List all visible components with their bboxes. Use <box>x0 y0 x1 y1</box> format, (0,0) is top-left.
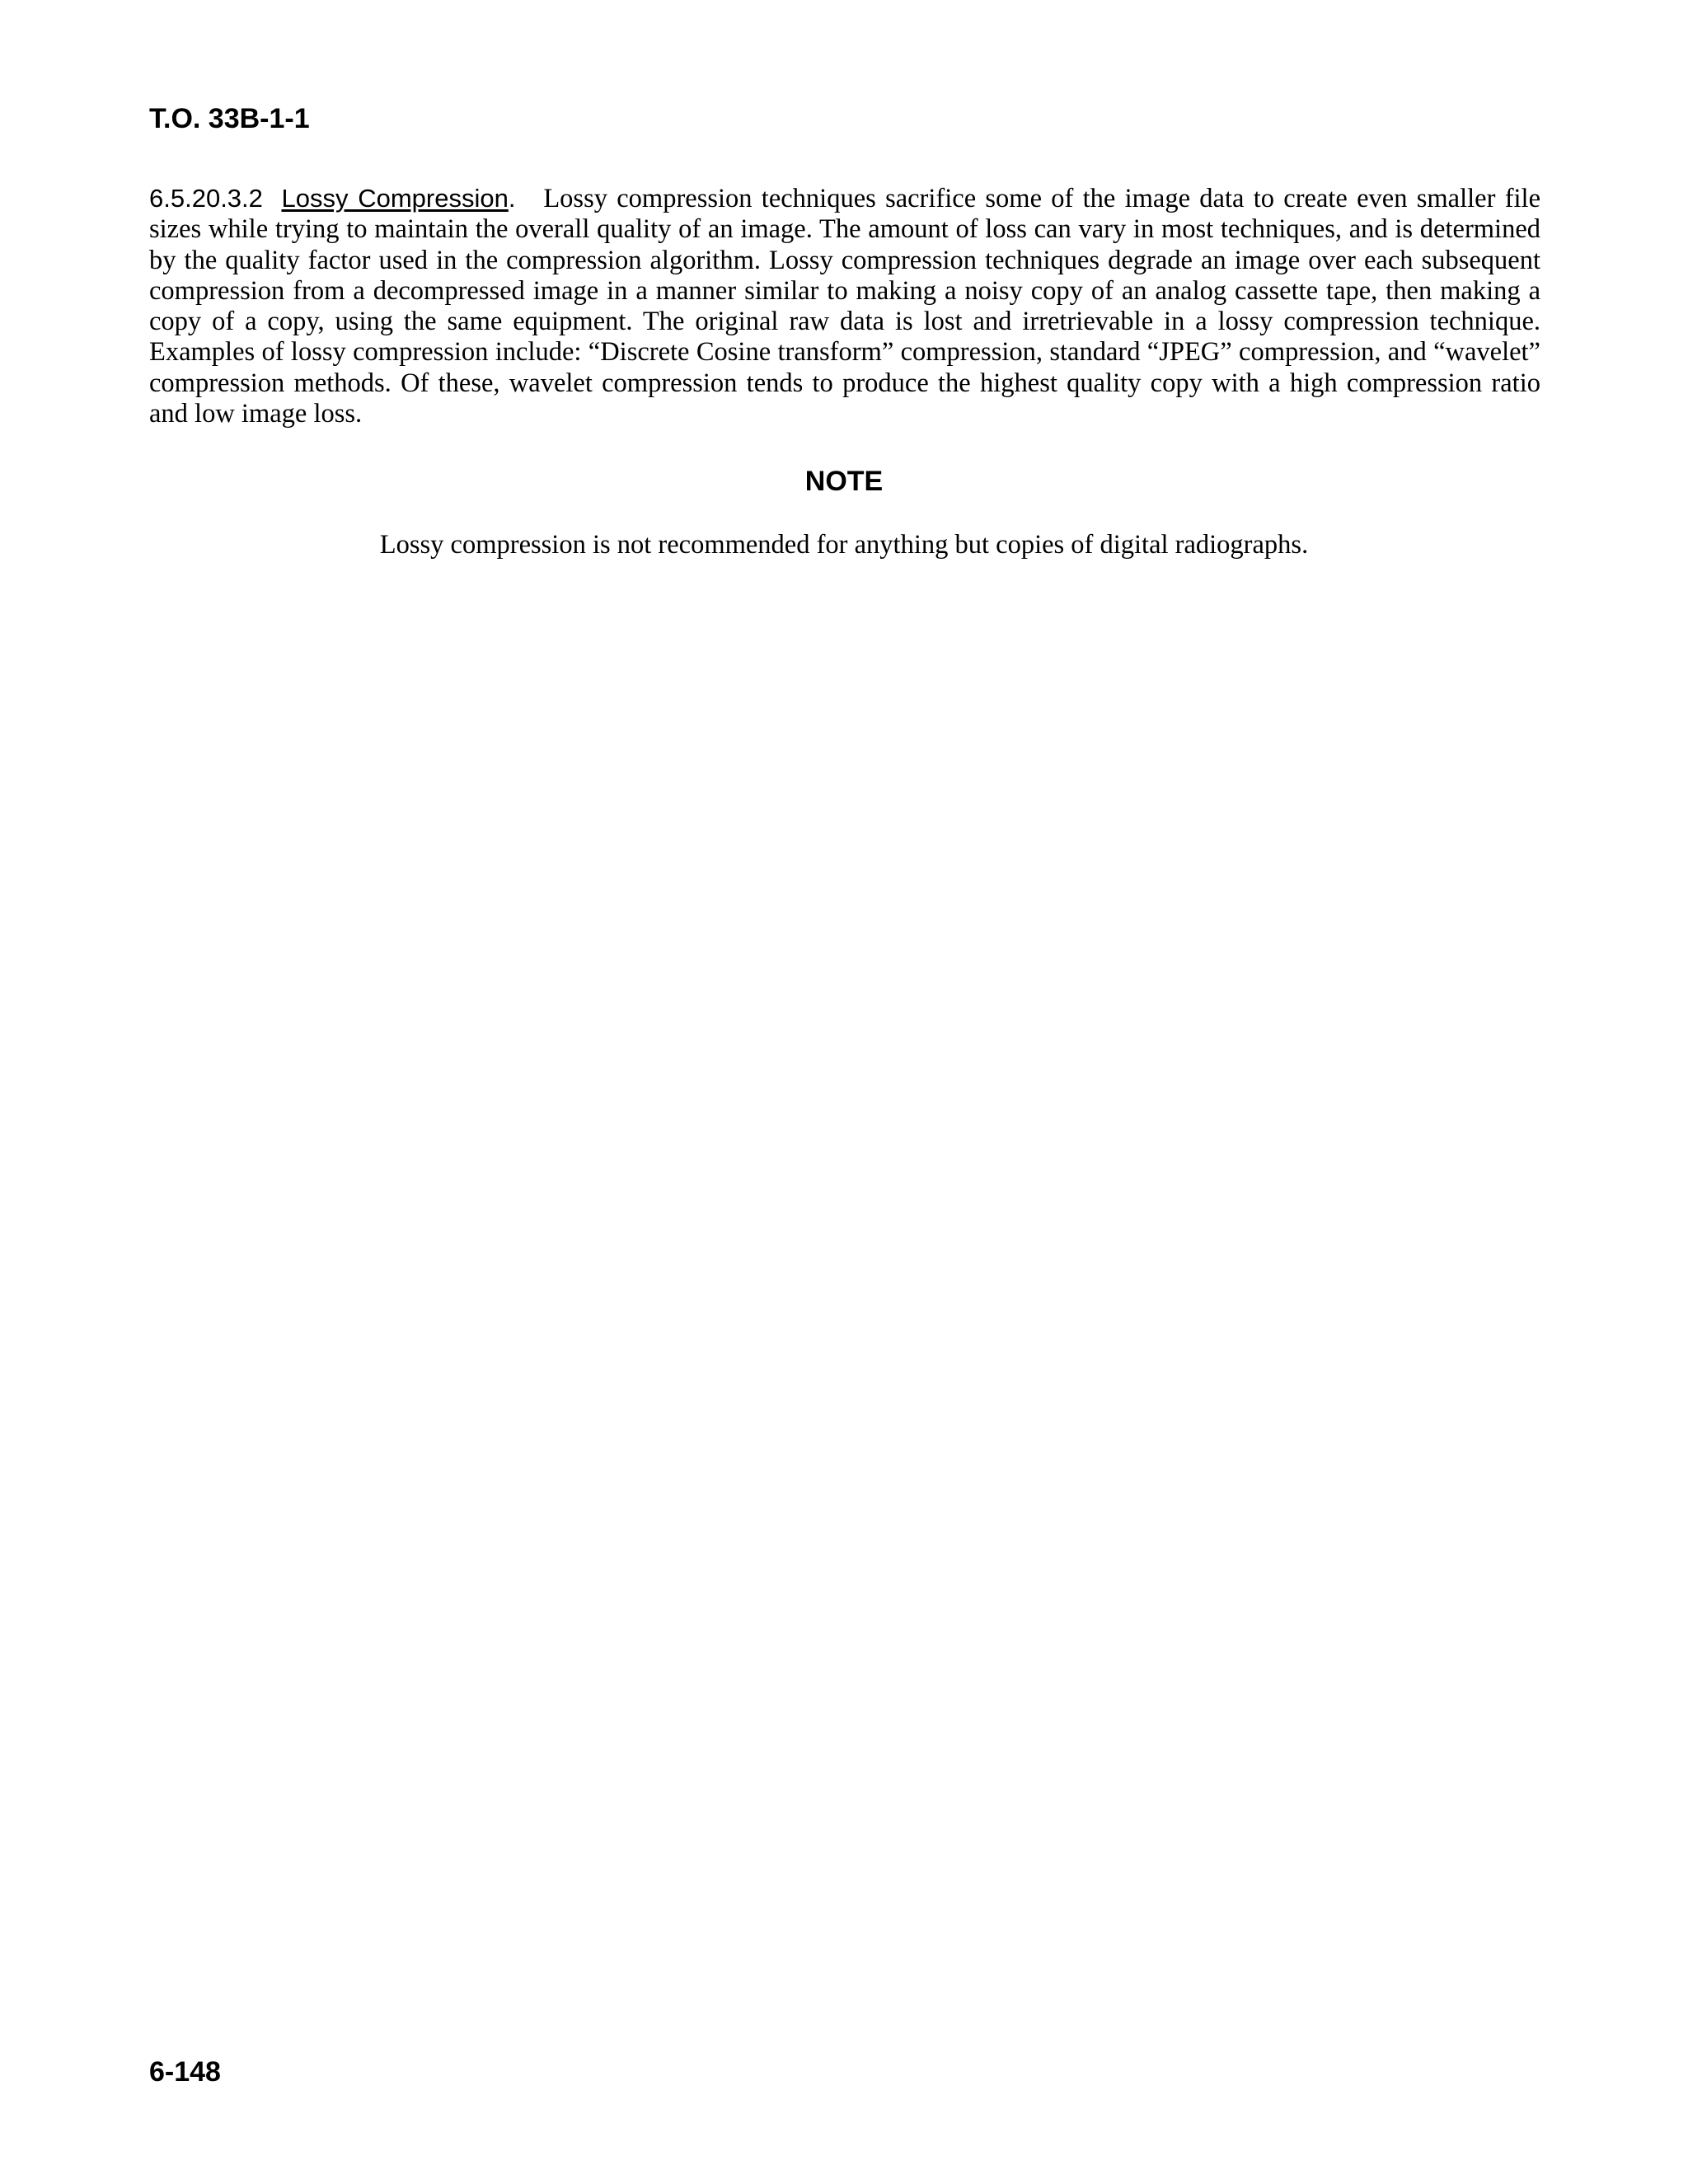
note-text: Lossy compression is not recommended for anything but copies of digital radiographs. <box>379 530 1309 560</box>
document-number: T.O. 33B-1-1 <box>149 103 310 134</box>
section-title: Lossy Compression <box>281 184 509 213</box>
section-body: Lossy compression techniques sacrifice some of the image data to create even smaller file sizes while trying to maintain the overall quality of an image. The amount of loss can vary in most techniques, and is determined by the quality factor used in the compression algorithm. Lossy compression techniques degrade an image over each subsequent compression from a decompressed image in a manner similar to making a noisy copy of an analog cassette tape, then making a copy of a copy, using the same equipment. The original raw data is lost and irretrievable in a lossy compression technique. Examples of lossy compression include: “Discrete Cosine transform” compression, standard “JPEG” compression, and “wavelet” compression methods. Of these, wavelet compression tends to produce the highest quality copy with a high compression ratio and low image loss. <box>149 184 1540 429</box>
note-heading: NOTE <box>804 466 884 497</box>
section-number: 6.5.20.3.2 <box>149 184 263 213</box>
section-paragraph <box>149 183 1540 429</box>
page-number: 6-148 <box>149 2056 221 2088</box>
section-title-punct: . <box>508 184 516 213</box>
